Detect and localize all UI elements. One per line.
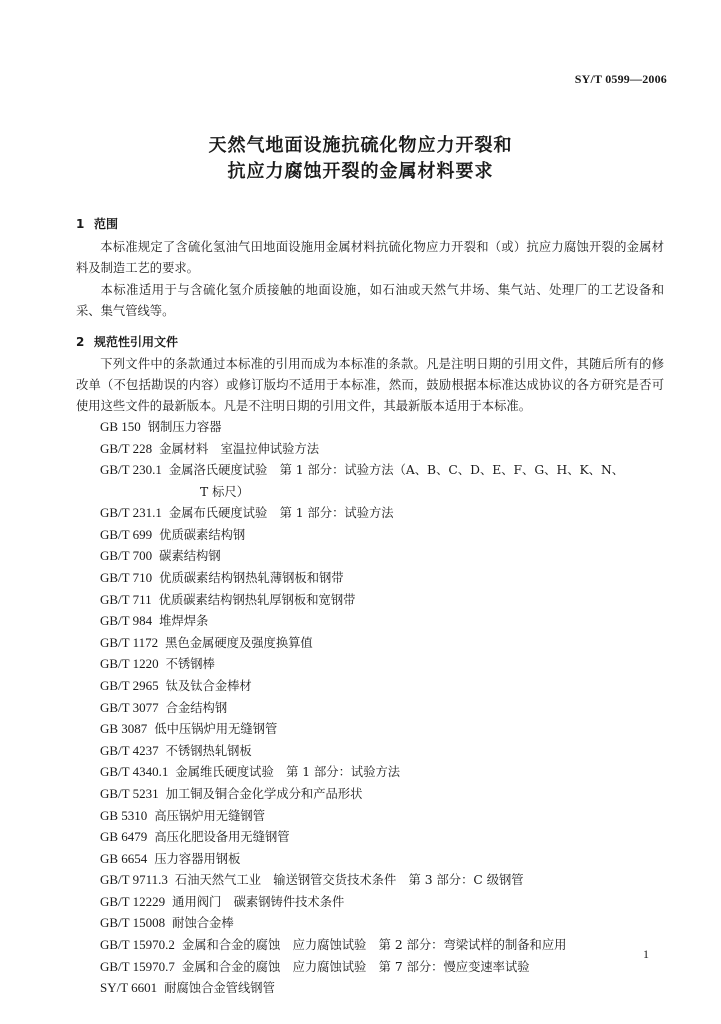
reference-title: 碳素结构钢 bbox=[159, 549, 221, 564]
reference-code: GB/T 5231 bbox=[100, 785, 159, 801]
reference-title-continuation: T 标尺） bbox=[200, 484, 250, 499]
reference-item bbox=[100, 869, 690, 891]
reference-title: 优质碳素结构钢热轧薄钢板和钢带 bbox=[159, 570, 344, 585]
reference-title: 钛及钛合金棒材 bbox=[165, 678, 252, 693]
reference-item bbox=[100, 459, 690, 502]
paragraph-text: 本标准规定了含硫化氢油气田地面设施用金属材料抗硫化物应力开裂和（或）抗应力腐蚀开裂的金属材料及制造工艺的要求。 bbox=[76, 240, 664, 275]
reference-code: GB/T 711 bbox=[100, 591, 152, 607]
reference-title: 堆焊焊条 bbox=[159, 614, 209, 629]
standard-number: SY/T 0599—2006 bbox=[574, 72, 667, 86]
reference-title: 金属洛氏硬度试验 第 1 部分：试验方法（A、B、C、D、E、F、G、H、K、N、 bbox=[168, 463, 625, 478]
paragraph-text: 本标准适用于与含硫化氢介质接触的地面设施，如石油或天然气井场、集气站、处理厂的工艺设备和采、集气管线等。 bbox=[76, 283, 664, 318]
reference-title: 金属维氏硬度试验 第 1 部分：试验方法 bbox=[175, 765, 401, 780]
document-title-line-1: 天然气地面设施抗硫化物应力开裂和 bbox=[208, 135, 513, 156]
reference-title: 不锈钢热轧钢板 bbox=[165, 743, 252, 758]
reference-item bbox=[100, 912, 690, 934]
reference-item bbox=[100, 567, 690, 589]
reference-title: 优质碳素结构钢热轧厚钢板和宽钢带 bbox=[158, 592, 356, 607]
reference-item bbox=[100, 848, 690, 870]
reference-code: GB/T 15008 bbox=[100, 915, 166, 931]
reference-code: GB/T 4340.1 bbox=[100, 764, 169, 780]
reference-title: 石油天然气工业 输送钢管交货技术条件 第 3 部分：C 级钢管 bbox=[174, 873, 524, 888]
reference-code: GB/T 710 bbox=[100, 569, 153, 585]
reference-item bbox=[100, 545, 690, 567]
reference-item bbox=[100, 826, 690, 848]
reference-title: 高压锅炉用无缝钢管 bbox=[154, 808, 265, 823]
reference-title: 金属和合金的腐蚀 应力腐蚀试验 第 7 部分：慢应变速率试验 bbox=[181, 959, 530, 974]
reference-title: 优质碳素结构钢 bbox=[159, 527, 246, 542]
reference-code: GB 3087 bbox=[100, 721, 148, 737]
reference-title: 金属材料 室温拉伸试验方法 bbox=[159, 441, 320, 456]
reference-item bbox=[100, 416, 690, 438]
section-number: 1 bbox=[76, 217, 85, 231]
reference-title: 耐腐蚀合金管线钢管 bbox=[164, 981, 275, 996]
reference-item bbox=[100, 718, 690, 740]
reference-title: 耐蚀合金棒 bbox=[172, 916, 234, 931]
reference-title: 金属布氏硬度试验 第 1 部分：试验方法 bbox=[168, 506, 394, 521]
section-heading-normative-references bbox=[76, 333, 178, 350]
reference-code: GB 5310 bbox=[100, 807, 148, 823]
reference-title: 高压化肥设备用无缝钢管 bbox=[154, 830, 290, 845]
reference-title: 合金结构钢 bbox=[165, 700, 228, 715]
reference-title: 通用阀门 碳素钢铸件技术条件 bbox=[172, 894, 345, 909]
section-title: 范围 bbox=[94, 217, 119, 231]
section-heading-scope bbox=[76, 215, 118, 232]
reference-item bbox=[100, 977, 690, 999]
reference-title: 低中压锅炉用无缝钢管 bbox=[154, 722, 278, 737]
reference-code: GB/T 4237 bbox=[100, 742, 159, 758]
reference-code: GB/T 15970.2 bbox=[100, 937, 175, 953]
section-number: 2 bbox=[76, 335, 85, 349]
paragraph-text: 下列文件中的条款通过本标准的引用而成为本标准的条款。凡是注明日期的引用文件，其随后所有的修改单（不包括勘误的内容）或修订版均不适用于本标准，然而，鼓励根据本标准达成协议的各方研究是否可使用这些文件的最新版本。凡是不注明日期的引用文件，其最新版本适用于本标准。 bbox=[76, 357, 664, 413]
reference-item bbox=[100, 632, 690, 654]
reference-item bbox=[100, 653, 690, 675]
reference-item bbox=[100, 589, 690, 611]
reference-item bbox=[100, 783, 690, 805]
reference-title: 加工铜及铜合金化学成分和产品形状 bbox=[165, 786, 363, 801]
reference-code: GB/T 1172 bbox=[100, 634, 159, 650]
section-title: 规范性引用文件 bbox=[94, 335, 179, 349]
reference-title: 黑色金属硬度及强度换算值 bbox=[165, 635, 313, 650]
reference-code: GB/T 699 bbox=[100, 526, 153, 542]
reference-code: GB 150 bbox=[100, 419, 141, 434]
reference-list bbox=[100, 416, 690, 999]
reference-code: GB/T 700 bbox=[100, 548, 153, 564]
reference-code: GB 6654 bbox=[100, 850, 148, 866]
reference-item bbox=[100, 805, 690, 827]
reference-code: GB/T 231.1 bbox=[100, 505, 162, 521]
reference-code: SY/T 6601 bbox=[100, 980, 158, 996]
reference-code: GB/T 15970.7 bbox=[100, 958, 175, 974]
reference-item bbox=[100, 956, 690, 978]
paragraph bbox=[76, 280, 664, 322]
reference-title: 不锈钢棒 bbox=[165, 657, 215, 672]
reference-item bbox=[100, 502, 690, 524]
reference-code: GB/T 3077 bbox=[100, 699, 159, 715]
reference-code: GB/T 230.1 bbox=[100, 462, 162, 478]
page-number: 1 bbox=[643, 947, 649, 961]
reference-item bbox=[100, 610, 690, 632]
reference-item bbox=[100, 740, 690, 762]
reference-item bbox=[100, 438, 690, 460]
reference-code: GB/T 984 bbox=[100, 613, 153, 629]
reference-code: GB/T 228 bbox=[100, 440, 153, 456]
reference-item bbox=[100, 761, 690, 783]
reference-title: 压力容器用钢板 bbox=[154, 851, 241, 866]
reference-code: GB 6479 bbox=[100, 829, 148, 845]
reference-title: 钢制压力容器 bbox=[147, 420, 222, 434]
reference-item bbox=[100, 697, 690, 719]
reference-item bbox=[100, 934, 690, 956]
reference-code: GB/T 1220 bbox=[100, 656, 159, 672]
reference-item bbox=[100, 675, 690, 697]
reference-title: 金属和合金的腐蚀 应力腐蚀试验 第 2 部分：弯梁试样的制备和应用 bbox=[181, 938, 567, 953]
reference-code: GB/T 12229 bbox=[100, 893, 166, 909]
reference-code: GB/T 9711.3 bbox=[100, 872, 168, 888]
paragraph bbox=[76, 354, 664, 417]
reference-item bbox=[100, 891, 690, 913]
document-title-line-2: 抗应力腐蚀开裂的金属材料要求 bbox=[227, 161, 494, 182]
reference-item bbox=[100, 524, 690, 546]
reference-code: GB/T 2965 bbox=[100, 677, 159, 693]
paragraph bbox=[76, 237, 664, 279]
